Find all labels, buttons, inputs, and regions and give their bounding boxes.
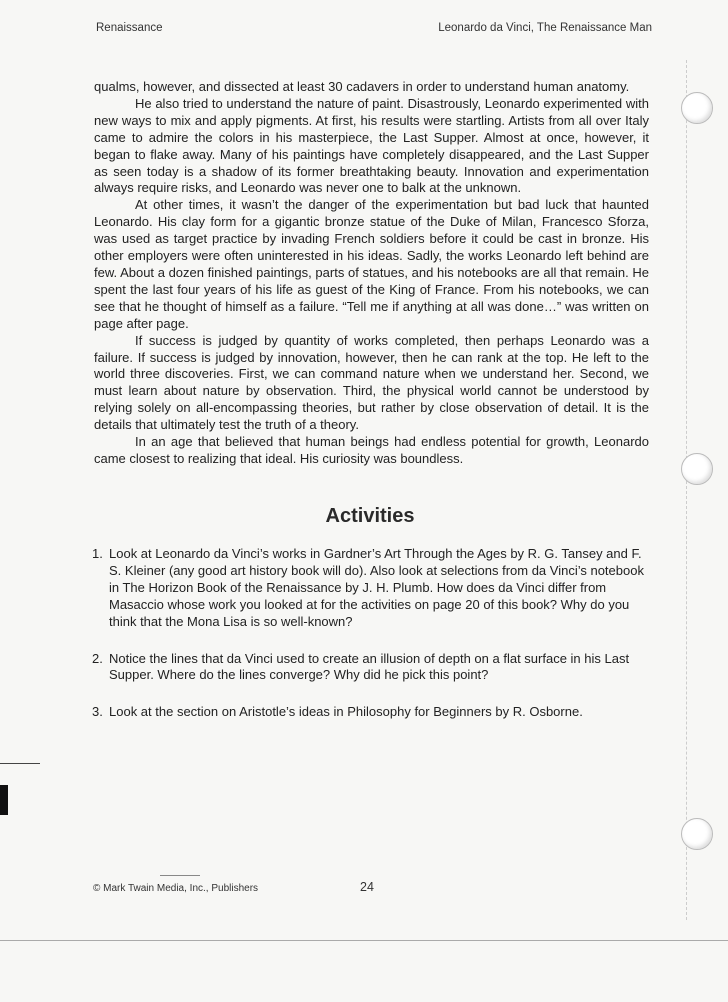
activity-item — [92, 704, 650, 721]
paragraph-3: At other times, it wasn’t the danger of the experimentation but bad luck that haunted Leonardo. His clay form for a gigantic bronze statue of the Duke of Milan, Francesco Sforza, was used as target practice by invading French soldiers before it could be cast in bronze. His other employers were often uninterested in his ideas. Sadly, the works Leonardo left behind are few. About a dozen finished paintings, parts of statues, and his notebooks are all that remain. He spent the last four years of his life as guest of the King of France. From his notebooks, we can see that he thought of himself as a failure. “Tell me if anything at all was done…” was written on page after page. — [94, 197, 649, 331]
activity-item — [92, 651, 650, 685]
running-header-right: Leonardo da Vinci, The Renaissance Man — [438, 22, 652, 34]
binder-hole-top — [681, 92, 713, 124]
running-header-left: Renaissance — [96, 22, 163, 34]
publisher-credit: © Mark Twain Media, Inc., Publishers — [93, 883, 259, 894]
activity-text: Look at Leonardo da Vinci’s works in Gardner’s Art Through the Ages by R. G. Tansey and F. S. Kleiner (any good art history book will do). Also look at selections from da Vinci’s notebook in The Horizon Book of the Renaissance by J. H. Plumb. How does da Vinci differ from Masaccio whose work you looked at for the activities on page 20 of this book? Why do you think that the Mona Lisa is so well-known? — [109, 546, 644, 629]
paragraph-1: qualms, however, and dissected at least 30 cadavers in order to understand human anatomy. — [94, 79, 630, 94]
activity-item — [92, 546, 650, 631]
activities-heading: Activities — [325, 505, 415, 527]
scan-artifact-line — [0, 763, 40, 764]
footer-rule — [160, 875, 200, 876]
paragraph-2: He also tried to understand the nature of paint. Disastrously, Leonardo experimented with new ways to mix and apply pigments. At first, his results were startling. Artists from all over Italy came to admire the colors in his masterpiece, the Last Supper. Almost at once, however, it began to flake away. Many of his paintings have completely disappeared, and the Last Supper as seen today is a shadow of its former breathtaking beauty. Innovation and experimentation always require risks, and Leonardo was never one to balk at the unknown. — [94, 95, 649, 196]
activity-text: Notice the lines that da Vinci used to create an illusion of depth on a flat surface in his Last Supper. Where do the lines converge? Why did he pick this point? — [109, 650, 630, 683]
activity-number: 3. — [92, 704, 103, 720]
scan-artifact-bar — [0, 785, 8, 815]
activity-number: 2. — [92, 650, 103, 666]
binder-hole-bottom — [681, 818, 713, 850]
activity-text: Look at the section on Aristotle’s ideas in Philosophy for Beginners by R. Osborne. — [109, 704, 583, 720]
activities-list — [92, 546, 650, 741]
paragraph-4: If success is judged by quantity of works completed, then perhaps Leonardo was a failure. If success is judged by innovation, however, then he can rank at the top. He left to the world three discoveries. First, we can command nature when we understand her. Second, we must learn about nature by observation. Third, the physical world cannot be understood by relying solely on all-encompassing theories, but rather by close observation of detail. It is the details that ultimately test the truth of a theory. — [94, 332, 649, 433]
page-bottom-edge — [0, 940, 728, 941]
page-edge-shadow — [686, 60, 688, 920]
article-body — [94, 79, 649, 468]
activity-number: 1. — [92, 546, 103, 561]
binder-hole-middle — [681, 453, 713, 485]
page-number: 24 — [360, 880, 374, 894]
paragraph-5: In an age that believed that human beings had endless potential for growth, Leonardo came closest to realizing that ideal. His curiosity was boundless. — [94, 434, 649, 466]
